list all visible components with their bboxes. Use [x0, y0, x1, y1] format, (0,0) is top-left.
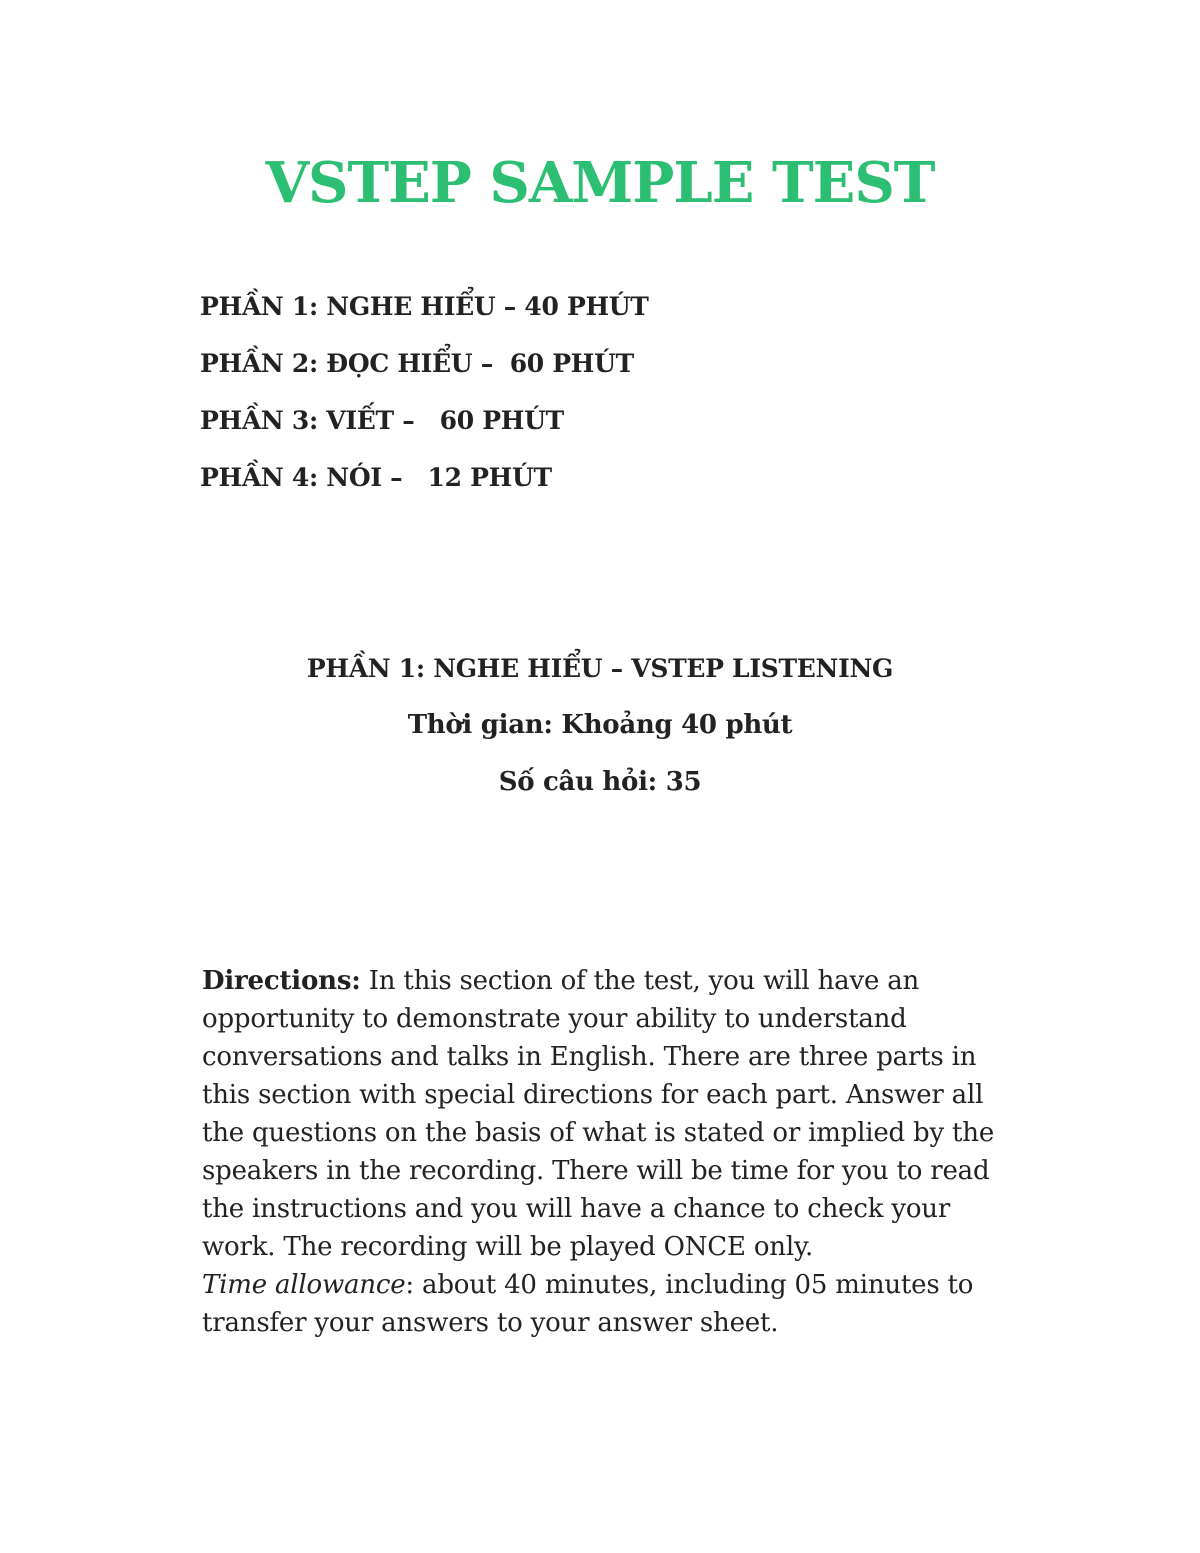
page-title: VSTEP SAMPLE TEST	[265, 150, 935, 216]
section-time: Thời gian: Khoảng 40 phút	[407, 710, 793, 740]
section-question-count: Số câu hỏi: 35	[498, 767, 702, 797]
directions-block	[202, 962, 1002, 1342]
time-allowance-label: Time allowance	[202, 1270, 406, 1300]
directions-text: In this section of the test, you will have an opportunity to demonstrate your ability to understand conversations and talks in English. There are three parts in this section with special directions for each part. Answer all the questions on the basis of what is stated or implied by the speakers in the recording. There will be time for you to read the instructions and you will have a chance to check your work. The recording will be played ONCE only.	[202, 966, 995, 1262]
part-item-1: PHẦN 1: NGHE HIỂU – 40 PHÚT	[200, 292, 649, 321]
directions-label: Directions:	[202, 966, 361, 996]
parts-list	[200, 278, 649, 506]
time-allowance-text: : about 40 minutes, including 05 minutes to transfer your answers to your answer sheet.	[202, 1270, 974, 1338]
section-header	[0, 640, 1200, 811]
time-allowance-paragraph	[202, 1266, 1002, 1342]
part-item-4: PHẦN 4: NÓI – 12 PHÚT	[200, 463, 552, 492]
part-item-3: PHẦN 3: VIẾT – 60 PHÚT	[200, 406, 564, 435]
directions-paragraph	[202, 962, 1002, 1266]
part-item-2: PHẦN 2: ĐỌC HIỂU – 60 PHÚT	[200, 349, 634, 378]
section-title: PHẦN 1: NGHE HIỂU – VSTEP LISTENING	[306, 654, 894, 683]
